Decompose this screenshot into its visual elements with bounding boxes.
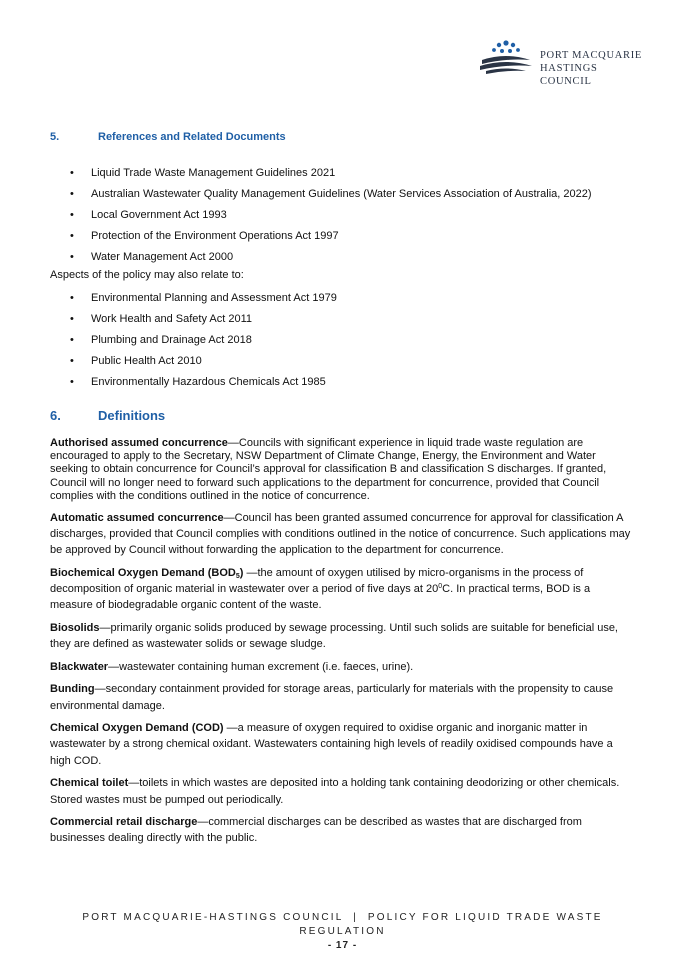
logo-line-1: PORT MACQUARIE bbox=[540, 50, 643, 61]
definition-text: —toilets in which wastes are deposited into a holding tank containing deodorizing or other chemicals. Stored wastes must be pumped out periodically. bbox=[50, 777, 620, 806]
definition-term: Authorised assumed concurrence bbox=[50, 437, 228, 449]
definition-item bbox=[50, 565, 635, 614]
section-5-heading bbox=[50, 131, 286, 143]
definition-item bbox=[50, 510, 635, 559]
definition-term: Biochemical Oxygen Demand $(BOD_5)$ bbox=[50, 566, 244, 580]
list-item: • Local Government Act 1993 bbox=[70, 208, 592, 229]
definition-text: —the amount of oxygen utilised by micro-organisms in the process of decomposition of organic material in wastewater over a period of five days at $20^0C$. In practical terms, BOD is a measure of biodegradable organic content of the waste. bbox=[50, 566, 591, 612]
section-title: Definitions bbox=[98, 408, 166, 423]
list-item: • Environmentally Hazardous Chemicals Act 1985 bbox=[70, 375, 337, 396]
aspects-intro: Aspects of the policy may also relate to: bbox=[50, 269, 244, 281]
definition-term: Chemical toilet bbox=[50, 777, 129, 790]
definition-term: Chemical Oxygen Demand (COD) bbox=[50, 722, 224, 735]
definitions-list bbox=[50, 437, 635, 853]
logo-line-2: HASTINGS COUNCIL bbox=[540, 63, 598, 87]
definition-term: Blackwater bbox=[50, 660, 109, 673]
list-item: • Environmental Planning and Assessment Act 1979 bbox=[70, 291, 337, 312]
council-logo bbox=[476, 38, 651, 87]
page-number: - 17 - bbox=[327, 940, 358, 951]
council-name bbox=[540, 49, 651, 88]
council-emblem-icon bbox=[476, 38, 536, 76]
section-number: 5. bbox=[50, 131, 60, 143]
section-title: References and Related Documents bbox=[98, 131, 286, 143]
list-item: • Plumbing and Drainage Act 2018 bbox=[70, 333, 337, 354]
definition-item bbox=[50, 814, 635, 846]
footer-title-continued: REGULATION bbox=[299, 926, 386, 937]
list-item: • Work Health and Safety Act 2011 bbox=[70, 312, 337, 333]
definition-item bbox=[50, 620, 635, 652]
definition-item bbox=[50, 437, 635, 503]
definition-text: —commercial discharges can be described as wastes that are discharged from businesses dealing directly with the public. bbox=[50, 816, 582, 845]
list-item: • Australian Wastewater Quality Management Guidelines (Water Services Association of Australia, 2022) bbox=[70, 187, 592, 208]
definition-text: —a measure of oxygen required to oxidise organic and inorganic matter in wastewater by a strong chemical oxidant. Wastewaters containing high levels of readily oxidised compounds have a high COD. bbox=[50, 722, 613, 767]
definition-item bbox=[50, 720, 635, 769]
definition-item bbox=[50, 681, 635, 713]
definition-text: —wastewater containing human excrement (i.e. faeces, urine). bbox=[108, 660, 414, 673]
definition-term: Bunding bbox=[50, 683, 95, 696]
definition-text: —Council has been granted assumed concurrence for approval for classification A discharges, provided that Council complies with conditions outlined in the notice of concurrence. Such applications may be approved by Council without forwarding the application to the department for concurrence. bbox=[50, 511, 631, 556]
definition-item bbox=[50, 659, 635, 675]
definition-term: Automatic assumed concurrence bbox=[50, 511, 224, 524]
footer-title: PORT MACQUARIE-HASTINGS COUNCIL | POLICY FOR LIQUID TRADE WASTE bbox=[82, 912, 603, 923]
list-item: • Protection of the Environment Operations Act 1997 bbox=[70, 229, 592, 250]
section-6-heading bbox=[50, 408, 165, 423]
definition-text: —primarily organic solids produced by sewage processing. Until such solids are suitable for beneficial use, they are defined as wastewater solids or sewage sludge. bbox=[50, 621, 618, 650]
definition-text: —secondary containment provided for storage areas, particularly for materials with the propensity to cause environmental damage. bbox=[50, 683, 614, 712]
references-list bbox=[70, 166, 592, 271]
page-footer bbox=[60, 911, 625, 953]
definition-item bbox=[50, 775, 635, 807]
definition-text: —Councils with significant experience in liquid trade waste regulation are encouraged to apply to the Secretary, NSW Department of Climate Change, Energy, the Environment and Water seeking to obtain concurrence for Council’s approval for classification B and classification S discharges. If granted, Council will no longer need to forward such applications to the department for concurrence, provided that Council complies with the conditions outlined in the notice of concurrence. bbox=[50, 437, 607, 502]
list-item: • Liquid Trade Waste Management Guidelines 2021 bbox=[70, 166, 592, 187]
definition-term: Biosolids bbox=[50, 621, 100, 634]
list-item: • Water Management Act 2000 bbox=[70, 250, 592, 271]
definition-term: Commercial retail discharge bbox=[50, 816, 198, 829]
list-item: • Public Health Act 2010 bbox=[70, 354, 337, 375]
related-acts-list bbox=[70, 291, 337, 396]
section-number: 6. bbox=[50, 408, 61, 423]
